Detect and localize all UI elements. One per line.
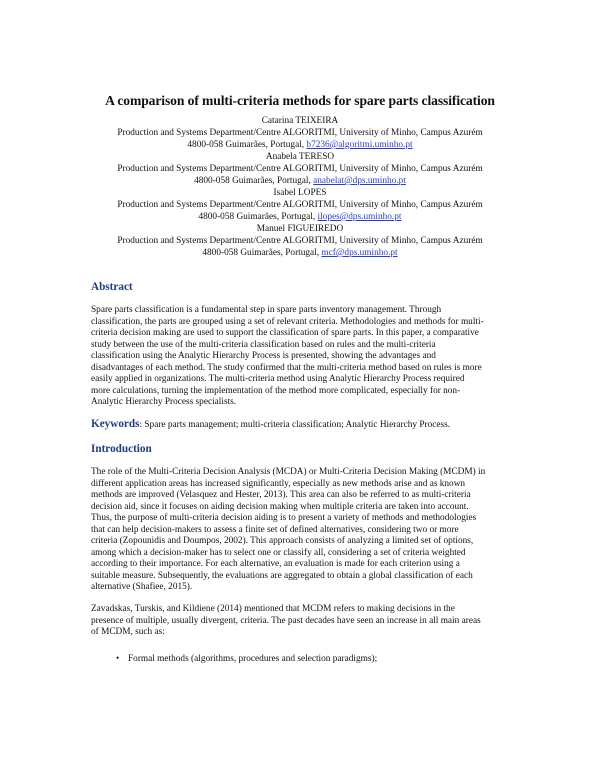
text-line: more calculations, turning the implementation of the method more complicated, especially for non- — [91, 385, 461, 396]
author-affiliation: Production and Systems Department/Centre ALGORITMI, University of Minho, Campus Azurém — [117, 200, 483, 210]
text-line: alternative (Shafiee, 2015). — [91, 582, 193, 592]
author-name: Manuel FIGUEIREDO — [256, 224, 344, 234]
text-line: among which a decision-maker has to select one or classify all, considering a set of criteria weighted — [91, 547, 466, 558]
introduction-paragraph-2 — [91, 604, 515, 639]
author-address: 4800-058 Guimarães, Portugal, ilopes@dps.uminho.pt — [198, 212, 402, 222]
author-affiliation: Production and Systems Department/Centre ALGORITMI, University of Minho, Campus Azurém — [117, 164, 483, 174]
list-item — [116, 654, 378, 664]
author-email-link[interactable]: mcf@dps.uminho.pt — [321, 248, 398, 258]
author-email-link[interactable]: b7236@algoritmi.uminho.pt — [306, 140, 413, 150]
text-line: criteria (Zopounidis and Doumpos, 2002). This approach consists of analyzing a limited set of options, — [91, 536, 474, 546]
text-line: that can help decision-makers to assess a finite set of defined alternatives, considering two or more — [91, 524, 459, 535]
author-address: 4800-058 Guimarães, Portugal, b7236@algoritmi.uminho.pt — [187, 140, 413, 150]
text-line: of MCDM, such as: — [91, 627, 165, 637]
text-line: according to their importance. For each alternative, an evaluation is made for each criterion using a — [91, 559, 460, 569]
list-item-text: Formal methods (algorithms, procedures and selection paradigms); — [128, 654, 378, 664]
author-email-link[interactable]: anabelat@dps.uminho.pt — [313, 176, 406, 186]
author-email-link[interactable]: ilopes@dps.uminho.pt — [317, 212, 402, 222]
text-line: classification, the parts are grouped using a set of relevant criteria. Methodologies and methods for multi- — [91, 316, 484, 327]
text-line: easily applied in organizations. The multi-criteria method using Analytic Hierarchy Process required — [91, 374, 465, 384]
author-list — [60, 115, 540, 259]
author-name: Isabel LOPES — [273, 188, 327, 198]
author-affiliation: Production and Systems Department/Centre ALGORITMI, University of Minho, Campus Azurém — [117, 128, 483, 138]
text-line: methods are improved (Velasquez and Hester, 2013). This area can also be referred to as multi-criteria — [91, 490, 471, 500]
text-line: criteria decision making are used to support the classification of spare parts. In this paper, a comparative — [91, 328, 479, 338]
author-address: 4800-058 Guimarães, Portugal, anabelat@dps.uminho.pt — [194, 176, 406, 186]
text-line: classification using the Analytic Hierarchy Process is presented, showing the advantages and — [91, 351, 436, 361]
text-line: The role of the Multi-Criteria Decision Analysis (MCDA) or Multi-Criteria Decision Making (MCDM) in — [91, 467, 486, 477]
author-address: 4800-058 Guimarães, Portugal, mcf@dps.uminho.pt — [202, 248, 398, 258]
text-line: Spare parts classification is a fundamental step in spare parts inventory management. Through — [91, 305, 442, 315]
author-affiliation: Production and Systems Department/Centre ALGORITMI, University of Minho, Campus Azurém — [117, 236, 483, 246]
keywords-label: Keywords — [91, 418, 140, 430]
keywords-line — [91, 418, 450, 430]
keywords-text: : Spare parts management; multi-criteria classification; Analytic Hierarchy Process. — [139, 420, 451, 430]
introduction-heading: Introduction — [91, 443, 152, 455]
text-line: disadvantages of each method. The study confirmed that the multi-criteria method based on rules is more — [91, 362, 482, 373]
text-line: Analytic Hierarchy Process specialists. — [91, 397, 237, 407]
text-line: study between the use of the multi-criteria classification based on rules and the multi-criteria — [91, 339, 436, 350]
text-line: decision aid, since it focuses on aiding decision making when multiple criteria are taken into account. — [91, 501, 469, 512]
author-name: Catarina TEIXEIRA — [261, 116, 339, 126]
bullet-icon: • — [116, 654, 120, 664]
text-line: different application areas has increased significantly, especially as new methods arise and as known — [91, 478, 466, 489]
text-line: suitable measure. Subsequently, the evaluations are aggregated to obtain a global classification of each — [91, 570, 473, 581]
abstract-body — [91, 305, 515, 409]
paper-title: A comparison of multi-criteria methods for spare parts classification — [105, 93, 495, 108]
text-line: Zavadskas, Turskis, and Kildiene (2014) mentioned that MCDM refers to making decisions in the — [91, 604, 455, 614]
text-line: presence of multiple, usually divergent, criteria. The past decades have seen an increase in all main areas — [91, 615, 481, 626]
author-name: Anabela TERESO — [265, 152, 335, 162]
introduction-paragraph-1 — [91, 467, 515, 594]
abstract-heading: Abstract — [91, 281, 133, 293]
text-line: Thus, the purpose of multi-criteria decision aiding is to present a variety of methods and methodologies — [91, 513, 477, 523]
